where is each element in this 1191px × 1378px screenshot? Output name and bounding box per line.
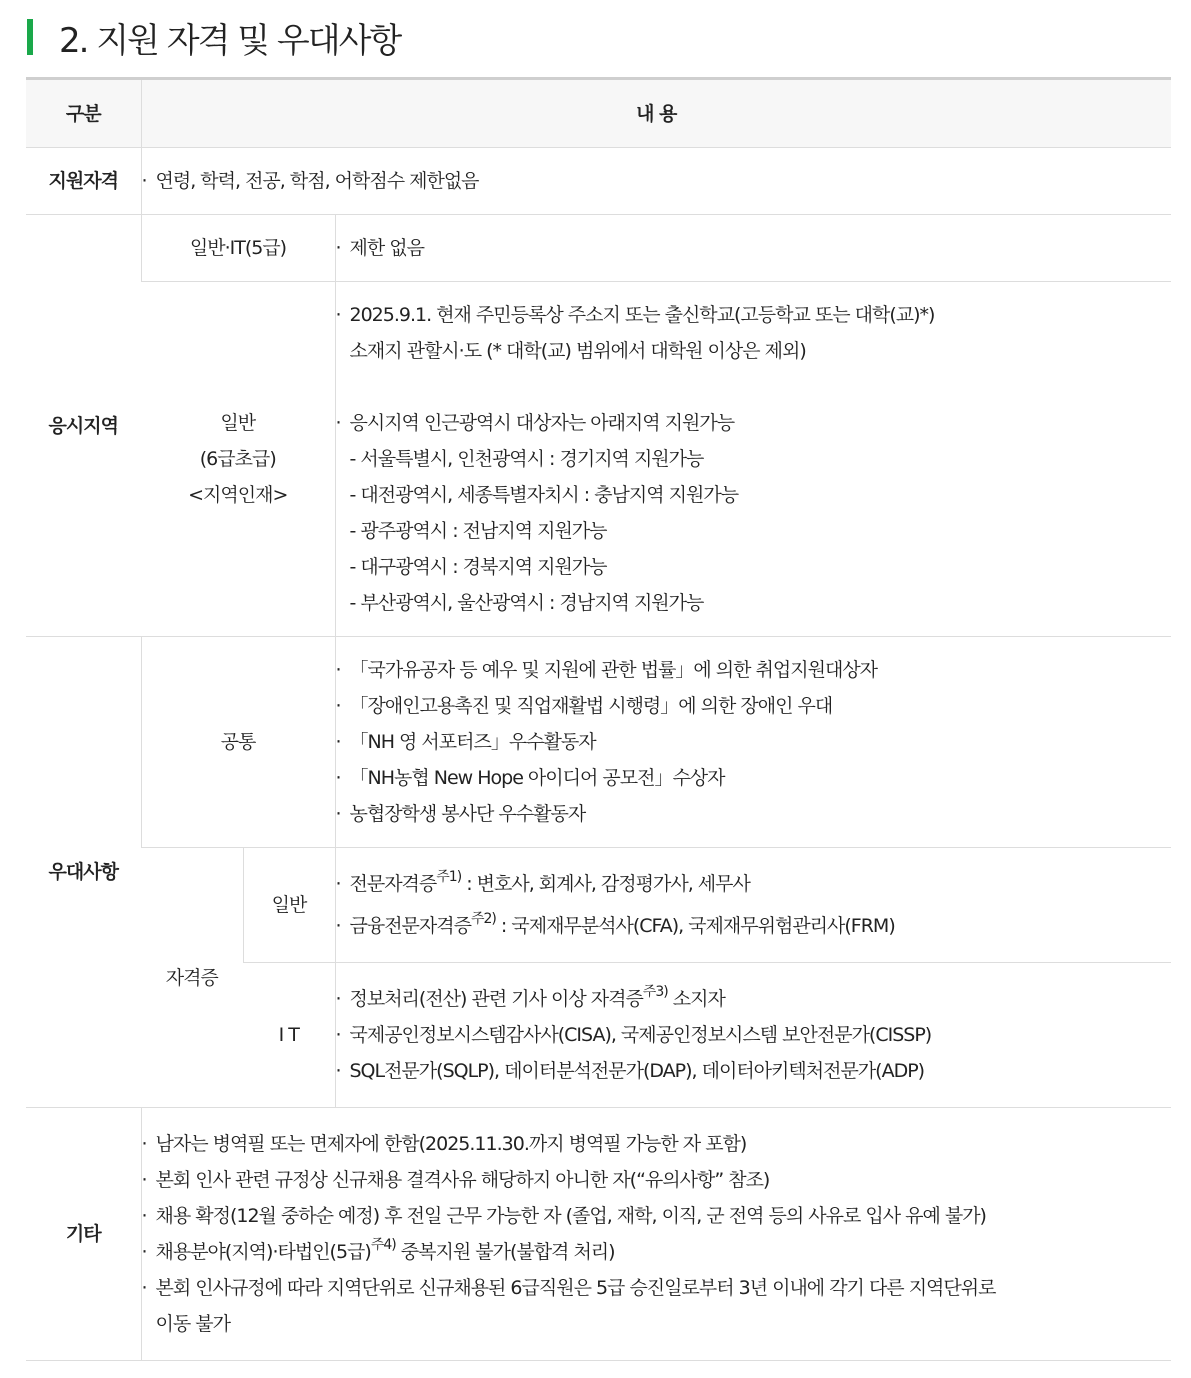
list-item: · 2025.9.1. 현재 주민등록상 주소지 또는 출신학교(고등학교 또는 대학(교)*) [335,304,935,326]
header-category: 구분 [26,79,141,148]
cert-general-row [26,848,1171,963]
list-item: · 채용 확정(12월 중하순 예정) 후 전일 근무 가능한 자 (졸업, 재학, 이직, 군 전역 등의 사유로 입사 유예 불가) [141,1205,986,1227]
list-item: · 본회 인사규정에 따라 지역단위로 신규채용된 6급직원은 5급 승진일로부터 3년 이내에 각기 다른 지역단위로 [141,1277,996,1299]
preference-common-content [335,637,1171,848]
cert-it-content [335,963,1171,1108]
header-content: 내 용 [141,79,1171,148]
list-item-continued: 소재지 관할시·도 (* 대학(교) 범위에서 대학원 이상은 제외) [349,340,806,362]
list-item: · 제한 없음 [335,237,424,259]
list-item: · SQL전문가(SQLP), 데이터분석전문가(DAP), 데이터아키텍처전문가(ADP) [335,1060,925,1082]
section-header [27,14,400,60]
preference-common-label: 공통 [141,637,335,848]
qualification-row [26,148,1171,215]
list-item: · 「NH농협 New Hope 아이디어 공모전」수상자 [335,767,725,789]
region-general-6-row [26,282,1171,637]
region-general-it-row [26,215,1171,282]
sub-item: - 부산광역시, 울산광역시 : 경남지역 지원가능 [349,592,704,614]
etc-row [26,1108,1171,1361]
region-label: 응시지역 [26,215,141,637]
list-item: · 전문자격증$^{주1)}$ : 변호사, 회계사, 감정평가사, 세무사 [335,868,750,895]
etc-content [141,1108,1171,1361]
list-item: · 채용분야(지역)·타법인(5급)$^{주4)}$ 중복지원 불가(불합격 처리) [141,1236,615,1263]
preference-common-row [26,637,1171,848]
etc-label: 기타 [26,1108,141,1361]
sub-item: - 대전광역시, 세종특별자치시 : 충남지역 지원가능 [349,484,739,506]
cert-it-label: I T [243,963,335,1108]
region-general-it-label: 일반·IT(5급) [141,215,335,282]
preference-label: 우대사항 [26,637,141,1108]
region-general-6-content [335,282,1171,637]
list-item: · 국제공인정보시스템감사사(CISA), 국제공인정보시스템 보안전문가(CISSP) [335,1024,932,1046]
section-title: 2. 지원 자격 및 우대사항 [59,20,401,61]
list-item: · 정보처리(전산) 관련 기사 이상 자격증$^{주3)}$ 소지자 [335,983,725,1010]
list-item: · 금융전문자격증$^{주2)}$ : 국제재무분석사(CFA), 국제재무위험관리사(FRM) [335,910,895,937]
list-item: · 「NH 영 서포터즈」우수활동자 [335,731,596,753]
qualification-content [141,148,1171,215]
cert-general-label: 일반 [243,848,335,963]
list-item: · 「장애인고용촉진 및 직업재활법 시행령」에 의한 장애인 우대 [335,695,833,717]
sub-item: - 대구광역시 : 경북지역 지원가능 [349,556,607,578]
list-item: · 응시지역 인근광역시 대상자는 아래지역 지원가능 [335,412,735,434]
list-item: · 농협장학생 봉사단 우수활동자 [335,803,586,825]
region-general-it-content [335,215,1171,282]
list-item: · 연령, 학력, 전공, 학점, 어학점수 제한없음 [141,170,479,192]
list-item: · 「국가유공자 등 예우 및 지원에 관한 법률」에 의한 취업지원대상자 [335,659,878,681]
list-item: · 본회 인사 관련 규정상 신규채용 결격사유 해당하지 아니한 자(“유의사항” 참조) [141,1169,770,1191]
cert-general-content [335,848,1171,963]
cert-label: 자격증 [141,848,243,1108]
qualification-table [26,77,1171,1361]
sub-item: - 서울특별시, 인천광역시 : 경기지역 지원가능 [349,448,704,470]
qualification-label: 지원자격 [26,148,141,215]
list-item: · 남자는 병역필 또는 면제자에 한함(2025.11.30.까지 병역필 가능한 자 포함) [141,1133,747,1155]
list-item-continued: 이동 불가 [155,1313,230,1335]
region-general-6-label: 일반 (6급초급) <지역인재> [141,282,335,637]
table-header-row [26,79,1171,148]
sub-item: - 광주광역시 : 전남지역 지원가능 [349,520,607,542]
title-accent-bar [27,19,33,55]
